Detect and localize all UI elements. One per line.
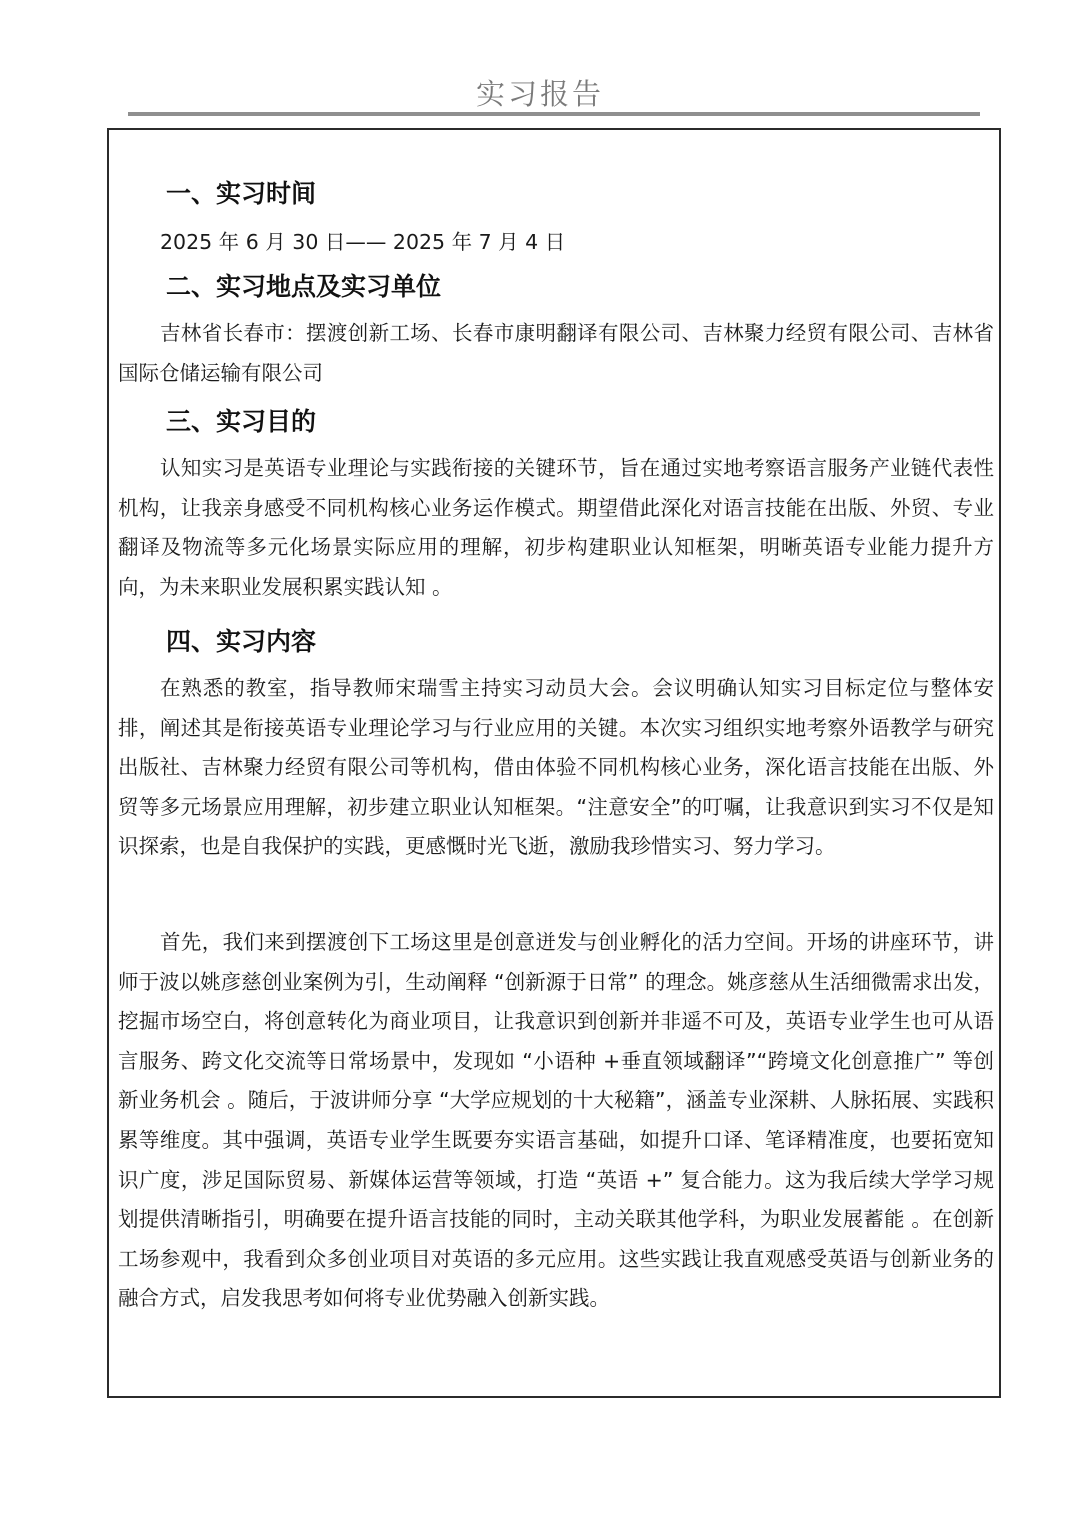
- section-heading-location: 二、实习地点及实习单位: [166, 272, 442, 301]
- title-underline: [128, 112, 980, 116]
- internship-location-paragraph: 吉林省长春市：摆渡创新工场、长春市康明翻译有限公司、吉林聚力经贸有限公司、吉林省国际仓储运输有限公司: [118, 321, 994, 385]
- internship-content-paragraph-1: 在熟悉的教室，指导教师宋瑞雪主持实习动员大会。会议明确认知实习目标定位与整体安排，阐述其是衔接英语专业理论学习与行业应用的关键。本次实习组织实地考察外语教学与研究出版社、吉林聚力经贸有限公司等机构，借由体验不同机构核心业务，深化语言技能在出版、外贸等多元场景应用理解，初步建立职业认知框架。“注意安全”的叮嘱，让我意识到实习不仅是知识探索，也是自我保护的实践，更感慨时光飞逝，激励我珍惜实习、努力学习。: [118, 676, 994, 859]
- section-heading-purpose: 三、实习目的: [166, 407, 317, 436]
- section-heading-content: 四、实习内容: [166, 627, 317, 656]
- document-title: 实习报告: [475, 77, 604, 111]
- internship-dates: 2025 年 6 月 30 日—— 2025 年 7 月 4 日: [160, 230, 566, 254]
- internship-content-paragraph-2: 首先，我们来到摆渡创下工场这里是创意迸发与创业孵化的活力空间。开场的讲座环节，讲师于波以姚彦慈创业案例为引，生动阐释 “创新源于日常” 的理念。姚彦慈从生活细微需求出发，挖掘市场空白，将创意转化为商业项目，让我意识到创新并非遥不可及，英语专业学生也可从语言服务、跨文化交流等日常场景中，发现如 “小语种 +垂直领域翻译”“跨境文化创意推广” 等创新业务机会 。随后，于波讲师分享 “大学应规划的十大秘籍”，涵盖专业深耕、人脉拓展、实践积累等维度。其中强调，英语专业学生既要夯实语言基础，如提升口译、笔译精准度，也要拓宽知识广度，涉足国际贸易、新媒体运营等领域，打造 “英语 +” 复合能力。这为我后续大学学习规划提供清晰指引，明确要在提升语言技能的同时，主动关联其他学科，为职业发展蓄能 。在创新工场参观中，我看到众多创业项目对英语的多元应用。这些实践让我直观感受英语与创新业务的融合方式，启发我思考如何将专业优势融入创新实践。: [118, 930, 994, 1311]
- internship-purpose-paragraph: 认知实习是英语专业理论与实践衔接的关键环节，旨在通过实地考察语言服务产业链代表性机构，让我亲身感受不同机构核心业务运作模式。期望借此深化对语言技能在出版、外贸、专业翻译及物流等多元化场景实际应用的理解，初步构建职业认知框架，明晰英语专业能力提升方向，为未来职业发展积累实践认知 。: [118, 456, 994, 599]
- section-heading-time: 一、实习时间: [166, 179, 317, 208]
